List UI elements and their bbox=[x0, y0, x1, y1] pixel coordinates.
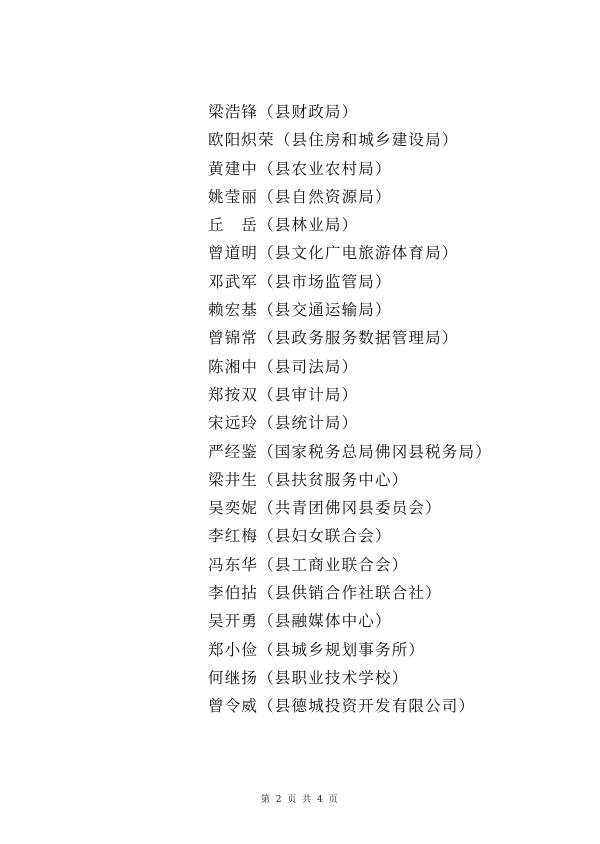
list-item bbox=[208, 353, 492, 381]
member-unit: （县审计局） bbox=[258, 385, 359, 404]
list-item bbox=[208, 494, 492, 522]
member-list bbox=[208, 98, 492, 721]
list-item bbox=[208, 381, 492, 409]
list-item bbox=[208, 466, 492, 494]
list-item bbox=[208, 579, 492, 607]
member-name: 李伯拈 bbox=[208, 584, 259, 603]
member-name: 姚莹丽 bbox=[208, 187, 259, 206]
member-unit: （县林业局） bbox=[258, 216, 359, 235]
member-name: 赖宏基 bbox=[208, 301, 259, 320]
member-unit: （县文化广电旅游体育局） bbox=[258, 244, 459, 263]
member-unit: （共青团佛冈县委员会） bbox=[258, 499, 442, 518]
member-unit: （县农业农村局） bbox=[258, 159, 392, 178]
list-item bbox=[208, 664, 492, 692]
member-name: 郑小俭 bbox=[208, 640, 259, 659]
member-name: 梁浩锋 bbox=[208, 103, 259, 121]
member-name: 曾锦常 bbox=[208, 329, 259, 348]
member-name: 黄建中 bbox=[208, 159, 259, 178]
list-item bbox=[208, 268, 492, 296]
member-unit: （县市场监管局） bbox=[258, 272, 392, 291]
member-unit: （县自然资源局） bbox=[258, 187, 392, 206]
member-unit: （县融媒体中心） bbox=[258, 612, 392, 631]
list-item bbox=[208, 438, 492, 466]
member-name: 曾令威 bbox=[208, 697, 259, 716]
list-item bbox=[208, 607, 492, 635]
list-item bbox=[208, 636, 492, 664]
member-name: 吴开勇 bbox=[208, 612, 259, 631]
member-unit: （县供销合作社联合社） bbox=[258, 584, 442, 603]
list-item bbox=[208, 522, 492, 550]
list-item bbox=[208, 155, 492, 183]
member-unit: （县司法局） bbox=[258, 357, 359, 376]
member-name: 郑按双 bbox=[208, 385, 259, 404]
list-item bbox=[208, 551, 492, 579]
list-item bbox=[208, 692, 492, 720]
list-item bbox=[208, 98, 492, 126]
member-name: 欧阳炽荣 bbox=[208, 131, 275, 150]
member-unit: （县职业技术学校） bbox=[258, 668, 409, 687]
list-item bbox=[208, 126, 492, 154]
list-item bbox=[208, 409, 492, 437]
member-unit: （县扶贫服务中心） bbox=[258, 470, 409, 489]
member-unit: （县政务服务数据管理局） bbox=[258, 329, 459, 348]
list-item bbox=[208, 183, 492, 211]
member-unit: （县住房和城乡建设局） bbox=[274, 131, 459, 150]
member-unit: （县妇女联合会） bbox=[258, 527, 392, 546]
member-name: 吴奕妮 bbox=[208, 499, 259, 518]
member-unit: （县德城投资开发有限公司） bbox=[258, 697, 476, 716]
member-unit: （县交通运输局） bbox=[258, 301, 392, 320]
list-item bbox=[208, 239, 492, 267]
member-unit: （县城乡规划事务所） bbox=[258, 640, 426, 659]
member-name: 丘 岳 bbox=[208, 216, 259, 235]
member-unit: （县工商业联合会） bbox=[258, 555, 409, 574]
member-name: 严经鉴 bbox=[208, 442, 259, 461]
list-item bbox=[208, 296, 492, 324]
member-unit: （县统计局） bbox=[258, 414, 359, 433]
list-item bbox=[208, 211, 492, 239]
member-name: 李红梅 bbox=[208, 527, 259, 546]
member-unit: （国家税务总局佛冈县税务局） bbox=[258, 442, 492, 461]
member-unit: （县财政局） bbox=[258, 103, 359, 121]
member-name: 梁井生 bbox=[208, 470, 259, 489]
member-name: 何继扬 bbox=[208, 668, 259, 687]
member-name: 陈湘中 bbox=[208, 357, 259, 376]
member-name: 邓武军 bbox=[208, 272, 259, 291]
member-name: 冯东华 bbox=[208, 555, 259, 574]
page-number-footer: 第 2 页 共 4 页 bbox=[260, 795, 340, 805]
member-name: 宋远玲 bbox=[208, 414, 259, 433]
member-name: 曾道明 bbox=[208, 244, 259, 263]
list-item bbox=[208, 324, 492, 352]
